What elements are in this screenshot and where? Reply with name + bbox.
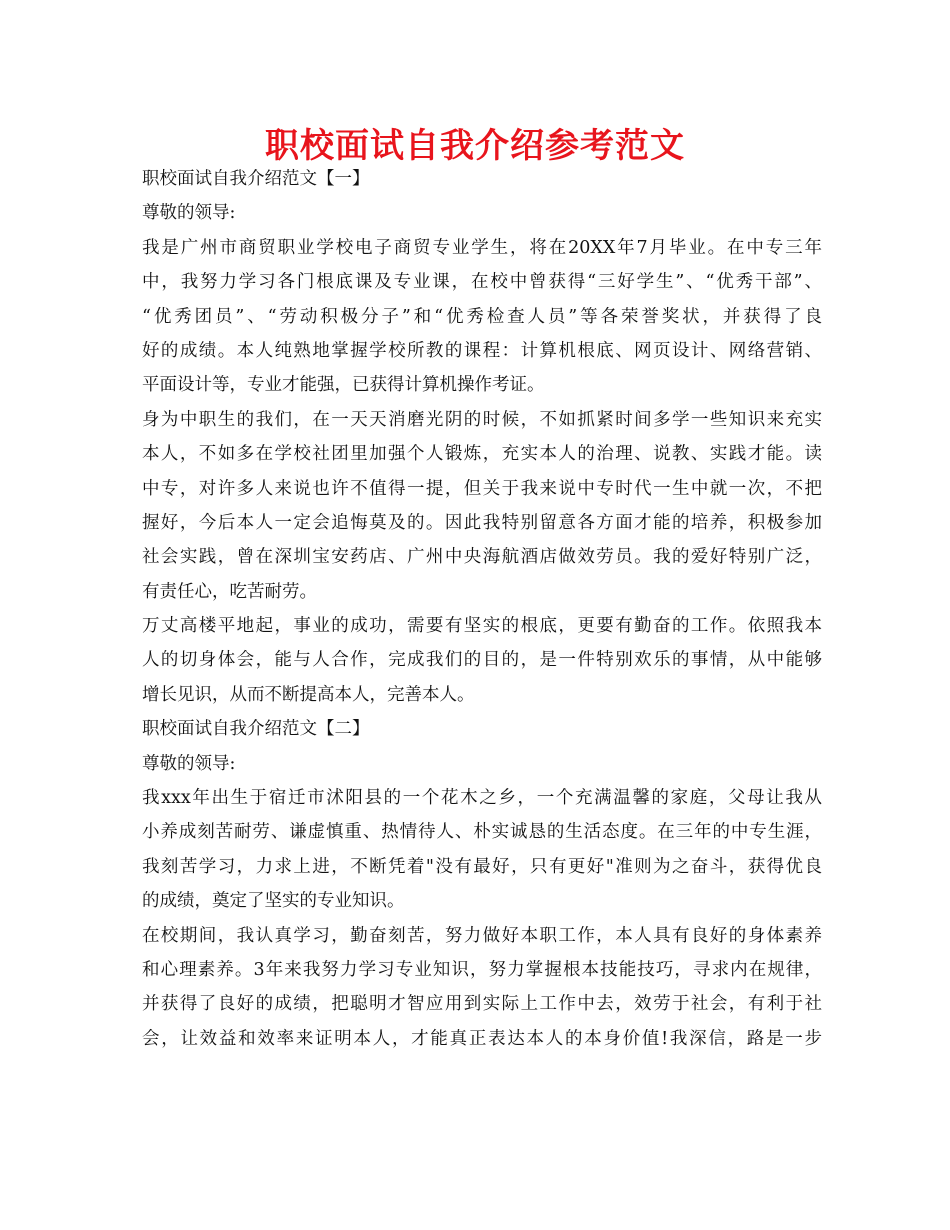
text-line: “优秀团员”、“劳动积极分子”和“优秀检查人员”等各荣誉奖状，并获得了良: [142, 306, 822, 327]
text-line: 增长见识，从而不断提高本人，完善本人。: [142, 684, 475, 705]
text-line: 有责任心，吃苦耐劳。: [142, 581, 317, 602]
text-line: 中专，对许多人来说也许不值得一提，但关于我来说中专时代一生中就一次，不把: [142, 478, 822, 499]
text-line: 会，让效益和效率来证明本人，才能真正表达本人的本身价值!我深信，路是一步: [142, 1028, 822, 1049]
text-line: 万丈高楼平地起，事业的成功，需要有坚实的根底，更要有勤奋的工作。依照我本: [142, 616, 822, 637]
text-line: 尊敬的领导:: [142, 203, 236, 224]
text-line: 握好，今后本人一定会追悔莫及的。因此我特别留意各方面才能的培养，积极参加: [142, 512, 822, 533]
text-line: 在校期间，我认真学习，勤奋刻苦，努力做好本职工作，本人具有良好的身体素养: [142, 925, 822, 946]
text-line: 中，我努力学习各门根底课及专业课，在校中曾获得“三好学生”、“优秀干部”、: [142, 272, 822, 293]
text-line: 小养成刻苦耐劳、谦虚慎重、热情待人、朴实诚恳的生活态度。在三年的中专生涯，: [142, 822, 822, 843]
text-line: 职校面试自我介绍范文【二】: [142, 719, 370, 740]
text-line: 平面设计等，专业才能强，已获得计算机操作考证。: [142, 375, 545, 396]
text-line: 好的成绩。本人纯熟地掌握学校所教的课程：计算机根底、网页设计、网络营销、: [142, 340, 822, 361]
text-line: 我xxx年出生于宿迁市沭阳县的一个花木之乡，一个充满温馨的家庭，父母让我从: [142, 788, 822, 809]
text-line: 和心理素养。3年来我努力学习专业知识，努力掌握根本技能技巧，寻求内在规律，: [142, 959, 822, 980]
text-line: 职校面试自我介绍范文【一】: [142, 169, 370, 189]
text-line: 的成绩，奠定了坚实的专业知识。: [142, 891, 405, 912]
document-body: [142, 162, 822, 1056]
text-line: 尊敬的领导:: [142, 753, 236, 774]
text-line: 本人，不如多在学校社团里加强个人锻炼，充实本人的治理、说教、实践才能。读: [142, 444, 822, 465]
document-title: 职校面试自我介绍参考范文: [265, 126, 685, 166]
text-line: 我刻苦学习，力求上进，不断凭着"没有最好，只有更好"准则为之奋斗，获得优良: [142, 856, 822, 877]
text-line: 我是广州市商贸职业学校电子商贸专业学生，将在20XX年7月毕业。在中专三年: [142, 237, 822, 258]
text-line: 人的切身体会，能与人合作，完成我们的目的，是一件特别欢乐的事情，从中能够: [142, 650, 822, 671]
text-line: 并获得了良好的成绩，把聪明才智应用到实际上工作中去，效劳于社会，有利于社: [142, 994, 822, 1015]
text-line: 社会实践，曾在深圳宝安药店、广州中央海航酒店做效劳员。我的爱好特别广泛，: [142, 547, 822, 568]
text-line: 身为中职生的我们，在一天天消磨光阴的时候，不如抓紧时间多学一些知识来充实: [142, 409, 822, 430]
